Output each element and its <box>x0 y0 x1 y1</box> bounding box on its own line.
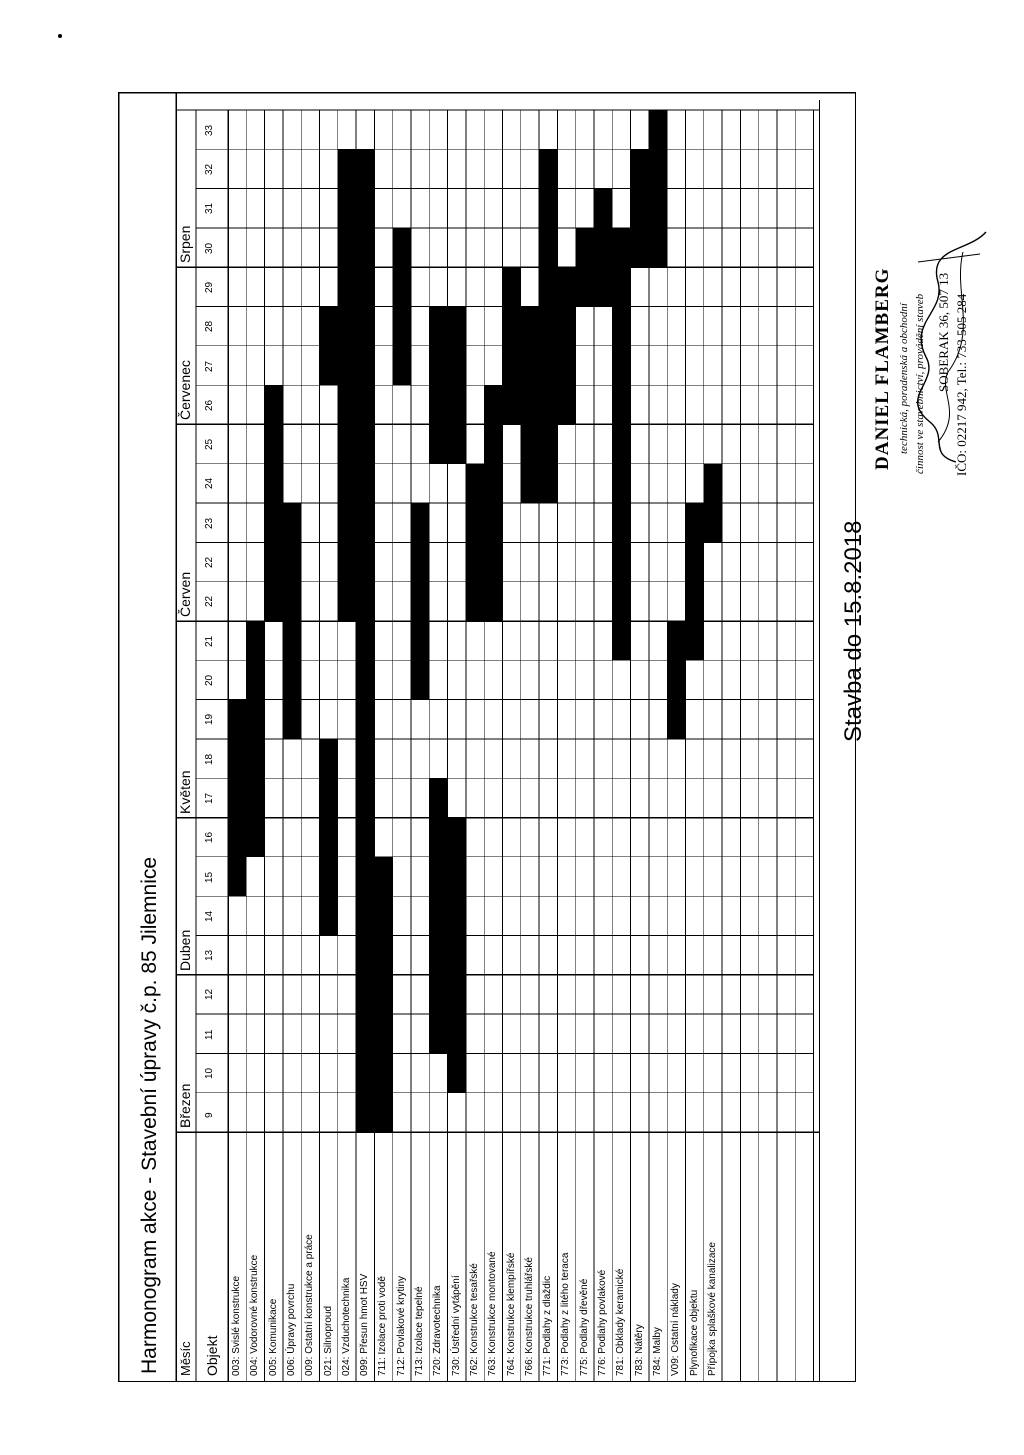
week-number: 28 <box>204 321 215 333</box>
task-bar <box>466 464 484 621</box>
task-label: 762: Konstrukce tesařské <box>468 1263 480 1376</box>
task-bar <box>612 228 630 660</box>
week-number: 30 <box>204 242 215 254</box>
task-bar <box>411 503 429 700</box>
month-label: Březen <box>177 1083 193 1128</box>
task-bar <box>521 307 539 504</box>
gantt-grid <box>118 92 856 1382</box>
week-number: 22 <box>204 596 215 608</box>
task-bar <box>429 778 447 1053</box>
task-bar <box>539 149 557 503</box>
month-label: Duben <box>177 929 193 971</box>
task-bar <box>557 267 575 424</box>
task-bar <box>448 818 466 1093</box>
task-bar <box>484 385 502 621</box>
task-bar <box>576 228 594 307</box>
task-bar <box>393 228 411 385</box>
task-label: 713: Izolace tepelné <box>414 1286 425 1376</box>
week-number: 27 <box>204 360 215 372</box>
week-number: 33 <box>204 124 215 136</box>
week-number: 20 <box>204 674 215 686</box>
week-number: 13 <box>204 949 215 962</box>
company-stamp <box>868 192 996 477</box>
task-bar <box>246 621 264 857</box>
task-label: Přípojka splaškové kanalizace <box>706 1242 718 1376</box>
week-number: 18 <box>204 753 215 765</box>
week-number: 14 <box>204 910 215 922</box>
task-bar <box>338 149 356 621</box>
stamp-line-activity: technická, poradenská a obchodní <box>898 303 910 454</box>
stamp-line-activity-2: činnost ve stavebnictví, provádění staveb <box>914 293 926 474</box>
week-number: 11 <box>204 1029 215 1040</box>
task-label: 766: Konstrukce truhlářské <box>523 1257 535 1376</box>
week-number: 19 <box>204 714 215 726</box>
task-bar <box>503 267 521 424</box>
stamp-company-name: DANIEL FLAMBERG <box>872 267 893 470</box>
week-number: 32 <box>204 163 215 175</box>
task-bar <box>686 503 704 660</box>
task-label: 720: Zdravotechnika <box>432 1285 444 1376</box>
task-bar <box>265 385 283 621</box>
month-header: Měsíc <box>178 1341 193 1376</box>
task-label: 711: Izolace proti vodě <box>377 1276 389 1376</box>
week-number: 21 <box>204 635 215 647</box>
week-number: 16 <box>204 832 215 844</box>
task-label: Plynofikace objektu <box>688 1289 700 1376</box>
deadline-note: Stavba do 15.8.2018 <box>839 520 867 742</box>
task-label: V09: Ostatní náklady <box>670 1283 682 1376</box>
week-number: 31 <box>204 203 215 215</box>
week-number: 15 <box>204 871 215 883</box>
task-label: 099: Přesun hmot HSV <box>359 1273 371 1376</box>
week-number: 29 <box>204 281 215 293</box>
task-label: 775: Podlahy dřevěné <box>578 1278 590 1376</box>
document-title: Harmonogram akce - Stavební úpravy č.p. 85 Jilemnice <box>138 856 161 1374</box>
task-label: 006: Úpravy povrchu <box>285 1283 297 1376</box>
task-label: 730: Ústřední vytápění <box>450 1275 462 1376</box>
gantt-sheet <box>118 92 867 1382</box>
handwritten-signature <box>868 192 996 477</box>
task-bar <box>704 464 722 543</box>
task-bar <box>631 149 649 267</box>
week-number: 17 <box>204 792 215 804</box>
task-bar <box>320 739 338 936</box>
month-label: Červenec <box>177 360 193 421</box>
task-bar <box>429 307 447 464</box>
task-label: 003: Svislé konstrukce <box>231 1275 242 1376</box>
task-bar <box>667 621 685 739</box>
week-number: 26 <box>204 399 215 411</box>
task-label: 773: Podlahy z litého teraca <box>560 1252 572 1376</box>
task-label: 005: Komunikace <box>267 1298 279 1376</box>
task-label: 776: Podlahy povlakové <box>597 1269 608 1376</box>
week-number: 9 <box>204 1112 215 1119</box>
object-header: Objekt <box>204 1335 220 1376</box>
month-label: Červen <box>177 571 193 617</box>
week-number: 25 <box>204 438 215 451</box>
week-number: 23 <box>204 517 215 529</box>
task-label: 712: Povlakové krytiny <box>395 1275 407 1376</box>
task-label: 771: Podlahy z dlaždic <box>542 1275 554 1376</box>
task-bar <box>594 189 612 307</box>
task-bar <box>283 503 301 739</box>
task-label: 024: Vzduchotechnika <box>340 1277 352 1376</box>
task-label: 764: Konstrukce klempířské <box>505 1252 517 1376</box>
task-label: 021: Silnoproud <box>322 1305 334 1376</box>
week-number: 22 <box>204 556 215 569</box>
task-label: 784: Malby <box>651 1327 663 1376</box>
stamp-line-address: SOBERAK 36, 507 13 <box>936 272 951 392</box>
task-bar <box>649 110 667 267</box>
task-bar <box>320 307 338 386</box>
month-label: Květen <box>177 769 193 814</box>
task-label: 781: Obklady keramické <box>615 1268 627 1376</box>
task-label: 783: Nátěry <box>633 1324 645 1376</box>
week-number: 10 <box>204 1067 215 1080</box>
task-label: 004: Vodorovné konstrukce <box>249 1254 261 1376</box>
task-bar <box>448 307 466 464</box>
task-bar <box>356 149 374 1132</box>
task-label: 763: Konstrukce montované <box>487 1251 499 1376</box>
week-number: 24 <box>204 478 215 490</box>
week-number: 12 <box>204 989 215 1001</box>
task-label: 009: Ostatní konstrukce a práce <box>304 1234 316 1376</box>
month-label: Srpen <box>177 225 193 264</box>
task-bar <box>228 700 246 897</box>
task-bar <box>374 857 392 1132</box>
stamp-line-ids: IČO: 02217 942, Tel.: 733 505 284 <box>954 293 969 476</box>
scan-speck <box>58 34 62 38</box>
